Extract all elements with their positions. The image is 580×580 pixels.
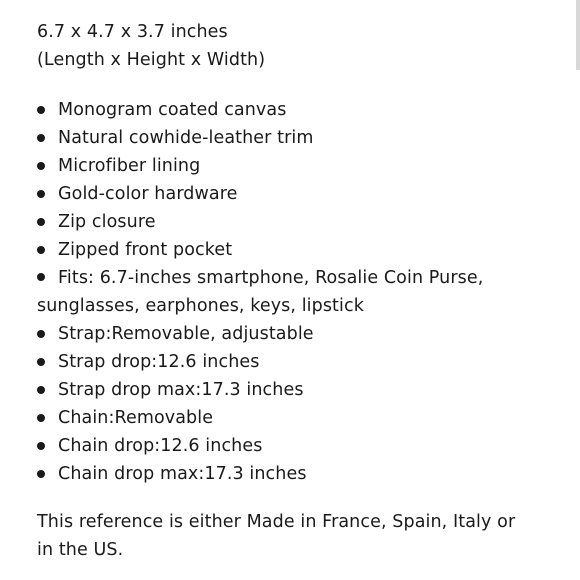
bullet-icon <box>37 134 45 142</box>
bullet-icon <box>37 162 45 170</box>
product-details <box>37 18 557 560</box>
bullet-icon <box>37 470 45 478</box>
feature-text: Strap drop max:17.3 inches <box>58 380 304 400</box>
feature-text: Zip closure <box>58 212 156 232</box>
origin-note: This reference is either Made in France, Spain, Italy or in the US. <box>37 512 516 560</box>
feature-text: Chain:Removable <box>58 408 214 428</box>
list-item <box>37 96 557 124</box>
list-item <box>37 320 557 348</box>
feature-text: Monogram coated canvas <box>58 100 287 120</box>
bullet-icon <box>37 218 45 226</box>
bullet-icon <box>37 358 45 366</box>
bullet-icon <box>37 330 45 338</box>
scrollbar-track[interactable] <box>576 0 580 70</box>
list-item <box>37 432 557 460</box>
list-item <box>37 208 557 236</box>
bullet-icon <box>37 442 45 450</box>
feature-text: Gold-color hardware <box>58 184 238 204</box>
bullet-icon <box>37 273 45 281</box>
bullet-icon <box>37 414 45 422</box>
features-list <box>37 96 557 488</box>
dimensions-block <box>37 18 557 74</box>
list-item <box>37 180 557 208</box>
list-item <box>37 264 557 320</box>
feature-text: Chain drop max:17.3 inches <box>58 464 307 484</box>
list-item <box>37 152 557 180</box>
feature-text: Strap:Removable, adjustable <box>58 324 314 344</box>
dimensions-size: 6.7 x 4.7 x 3.7 inches <box>37 22 228 42</box>
feature-text: Zipped front pocket <box>58 240 233 260</box>
feature-text: Chain drop:12.6 inches <box>58 436 263 456</box>
list-item <box>37 348 557 376</box>
feature-text: Strap drop:12.6 inches <box>58 352 260 372</box>
feature-text: Fits: 6.7-inches smartphone, Rosalie Coin Purse, sunglasses, earphones, keys, lipstick <box>37 268 484 316</box>
list-item <box>37 404 557 432</box>
feature-text: Natural cowhide-leather trim <box>58 128 314 148</box>
bullet-icon <box>37 106 45 114</box>
list-item <box>37 376 557 404</box>
feature-text: Microfiber lining <box>58 156 201 176</box>
list-item <box>37 236 557 264</box>
list-item <box>37 460 557 488</box>
bullet-icon <box>37 190 45 198</box>
bullet-icon <box>37 386 45 394</box>
list-item <box>37 124 557 152</box>
bullet-icon <box>37 246 45 254</box>
dimensions-legend: (Length x Height x Width) <box>37 50 266 70</box>
